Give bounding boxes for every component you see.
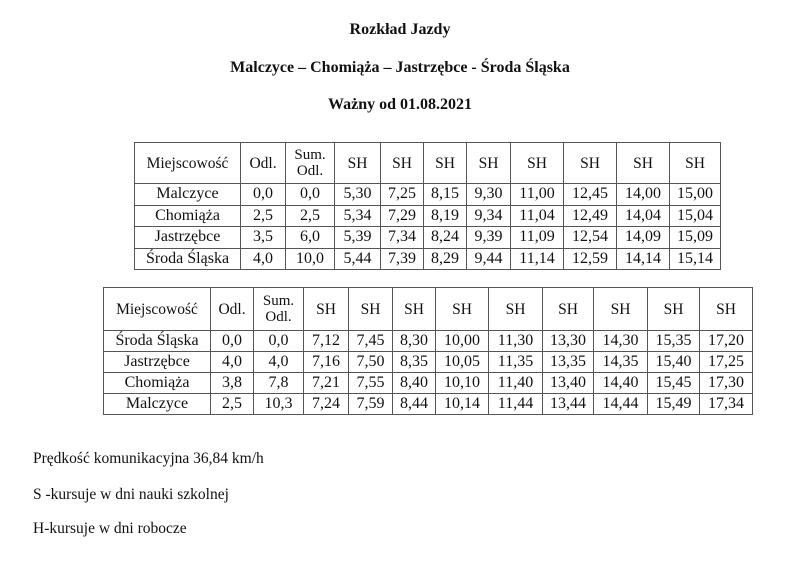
- distance-cell: 0,0: [254, 331, 304, 352]
- column-header-locality: Miejscowość: [104, 288, 211, 331]
- column-header-distance: Odl.: [211, 288, 254, 331]
- departure-time-cell: 7,29: [381, 205, 424, 227]
- departure-time-cell: 15,35: [648, 331, 700, 352]
- column-header-course: SH: [489, 288, 543, 331]
- stop-name-cell: Chomiąża: [104, 373, 211, 394]
- distance-cell: 10,0: [286, 248, 335, 270]
- header-row: [104, 288, 753, 331]
- table-row: [135, 205, 721, 227]
- column-header-course: SH: [564, 143, 617, 184]
- table-row: [135, 227, 721, 249]
- departure-time-cell: 7,50: [349, 352, 393, 373]
- table-row: [104, 331, 753, 352]
- header-line: Odl.: [265, 309, 292, 325]
- departure-time-cell: 7,21: [304, 373, 349, 394]
- departure-time-cell: 14,40: [594, 373, 648, 394]
- departure-time-cell: 9,39: [467, 227, 511, 249]
- departure-time-cell: 17,34: [700, 394, 753, 415]
- departure-time-cell: 11,40: [489, 373, 543, 394]
- departure-time-cell: 15,40: [648, 352, 700, 373]
- distance-cell: 3,8: [211, 373, 254, 394]
- departure-time-cell: 14,14: [617, 248, 670, 270]
- departure-time-cell: 8,35: [393, 352, 436, 373]
- departure-time-cell: 10,00: [436, 331, 489, 352]
- departure-time-cell: 11,44: [489, 394, 543, 415]
- stop-name-cell: Malczyce: [135, 184, 241, 206]
- departure-time-cell: 11,30: [489, 331, 543, 352]
- departure-time-cell: 8,19: [424, 205, 467, 227]
- distance-cell: 6,0: [286, 227, 335, 249]
- stop-name-cell: Malczyce: [104, 394, 211, 415]
- timetable-outbound: [134, 142, 721, 270]
- distance-cell: 7,8: [254, 373, 304, 394]
- commercial-speed-note: Prędkość komunikacyjna 36,84 km/h: [33, 450, 264, 467]
- column-header-course: SH: [543, 288, 594, 331]
- distance-cell: 2,5: [286, 205, 335, 227]
- table-row: [104, 394, 753, 415]
- departure-time-cell: 17,30: [700, 373, 753, 394]
- departure-time-cell: 14,09: [617, 227, 670, 249]
- departure-time-cell: 11,14: [511, 248, 564, 270]
- departure-time-cell: 9,34: [467, 205, 511, 227]
- distance-cell: 3,5: [241, 227, 286, 249]
- departure-time-cell: 7,12: [304, 331, 349, 352]
- column-header-course: SH: [335, 143, 381, 184]
- departure-time-cell: 14,35: [594, 352, 648, 373]
- route-name: Malczyce – Chomiąża – Jastrzębce - Środa Śląska: [230, 59, 570, 76]
- table-row: [104, 352, 753, 373]
- distance-cell: 0,0: [286, 184, 335, 206]
- column-header-cumulative-distance: [286, 143, 335, 184]
- departure-time-cell: 8,29: [424, 248, 467, 270]
- departure-time-cell: 17,25: [700, 352, 753, 373]
- departure-time-cell: 7,34: [381, 227, 424, 249]
- distance-cell: 2,5: [211, 394, 254, 415]
- column-header-course: SH: [436, 288, 489, 331]
- departure-time-cell: 11,04: [511, 205, 564, 227]
- table-row: [135, 184, 721, 206]
- departure-time-cell: 8,30: [393, 331, 436, 352]
- column-header-course: SH: [670, 143, 721, 184]
- stop-name-cell: Chomiąża: [135, 205, 241, 227]
- departure-time-cell: 14,04: [617, 205, 670, 227]
- column-header-course: SH: [467, 143, 511, 184]
- column-header-course: SH: [648, 288, 700, 331]
- departure-time-cell: 7,25: [381, 184, 424, 206]
- column-header-course: SH: [393, 288, 436, 331]
- distance-cell: 0,0: [211, 331, 254, 352]
- departure-time-cell: 12,59: [564, 248, 617, 270]
- distance-cell: 4,0: [241, 248, 286, 270]
- stop-name-cell: Środa Śląska: [104, 331, 211, 352]
- column-header-course: SH: [617, 143, 670, 184]
- column-header-locality: Miejscowość: [135, 143, 241, 184]
- departure-time-cell: 5,39: [335, 227, 381, 249]
- timetable-return: [103, 287, 753, 415]
- departure-time-cell: 5,30: [335, 184, 381, 206]
- departure-time-cell: 15,00: [670, 184, 721, 206]
- departure-time-cell: 14,30: [594, 331, 648, 352]
- departure-time-cell: 10,14: [436, 394, 489, 415]
- column-header-course: SH: [424, 143, 467, 184]
- header-row: [135, 143, 721, 184]
- departure-time-cell: 14,44: [594, 394, 648, 415]
- departure-time-cell: 11,09: [511, 227, 564, 249]
- departure-time-cell: 17,20: [700, 331, 753, 352]
- distance-cell: 0,0: [241, 184, 286, 206]
- departure-time-cell: 7,55: [349, 373, 393, 394]
- departure-time-cell: 12,45: [564, 184, 617, 206]
- column-header-course: SH: [304, 288, 349, 331]
- header-line: Odl.: [296, 163, 324, 179]
- stop-name-cell: Jastrzębce: [135, 227, 241, 249]
- departure-time-cell: 15,09: [670, 227, 721, 249]
- departure-time-cell: 7,39: [381, 248, 424, 270]
- departure-time-cell: 12,54: [564, 227, 617, 249]
- column-header-course: SH: [511, 143, 564, 184]
- departure-time-cell: 7,24: [304, 394, 349, 415]
- departure-time-cell: 9,44: [467, 248, 511, 270]
- departure-time-cell: 7,16: [304, 352, 349, 373]
- column-header-distance: Odl.: [241, 143, 286, 184]
- column-header-cumulative-distance: [254, 288, 304, 331]
- column-header-course: SH: [594, 288, 648, 331]
- distance-cell: 4,0: [211, 352, 254, 373]
- departure-time-cell: 10,05: [436, 352, 489, 373]
- valid-from-date: Ważny od 01.08.2021: [327, 96, 472, 113]
- departure-time-cell: 8,40: [393, 373, 436, 394]
- stop-name-cell: Środa Śląska: [135, 248, 241, 270]
- departure-time-cell: 15,04: [670, 205, 721, 227]
- departure-time-cell: 5,44: [335, 248, 381, 270]
- distance-cell: 4,0: [254, 352, 304, 373]
- departure-time-cell: 13,30: [543, 331, 594, 352]
- distance-cell: 2,5: [241, 205, 286, 227]
- column-header-course: SH: [349, 288, 393, 331]
- column-header-course: SH: [700, 288, 753, 331]
- departure-time-cell: 7,45: [349, 331, 393, 352]
- departure-time-cell: 15,14: [670, 248, 721, 270]
- departure-time-cell: 11,00: [511, 184, 564, 206]
- column-header-course: SH: [381, 143, 424, 184]
- legend-s: S -kursuje w dni nauki szkolnej: [33, 486, 229, 503]
- departure-time-cell: 12,49: [564, 205, 617, 227]
- header-line: Sum.: [262, 293, 295, 309]
- departure-time-cell: 15,49: [648, 394, 700, 415]
- departure-time-cell: 13,35: [543, 352, 594, 373]
- departure-time-cell: 15,45: [648, 373, 700, 394]
- departure-time-cell: 5,34: [335, 205, 381, 227]
- table-row: [104, 373, 753, 394]
- timetable-title: Rozkład Jazdy: [349, 21, 451, 38]
- departure-time-cell: 14,00: [617, 184, 670, 206]
- departure-time-cell: 7,59: [349, 394, 393, 415]
- header-line: Sum.: [294, 147, 326, 163]
- distance-cell: 10,3: [254, 394, 304, 415]
- departure-time-cell: 13,44: [543, 394, 594, 415]
- table-row: [135, 248, 721, 270]
- stop-name-cell: Jastrzębce: [104, 352, 211, 373]
- departure-time-cell: 9,30: [467, 184, 511, 206]
- departure-time-cell: 13,40: [543, 373, 594, 394]
- departure-time-cell: 10,10: [436, 373, 489, 394]
- legend-h: H-kursuje w dni robocze: [33, 520, 187, 537]
- departure-time-cell: 8,44: [393, 394, 436, 415]
- departure-time-cell: 8,15: [424, 184, 467, 206]
- departure-time-cell: 8,24: [424, 227, 467, 249]
- departure-time-cell: 11,35: [489, 352, 543, 373]
